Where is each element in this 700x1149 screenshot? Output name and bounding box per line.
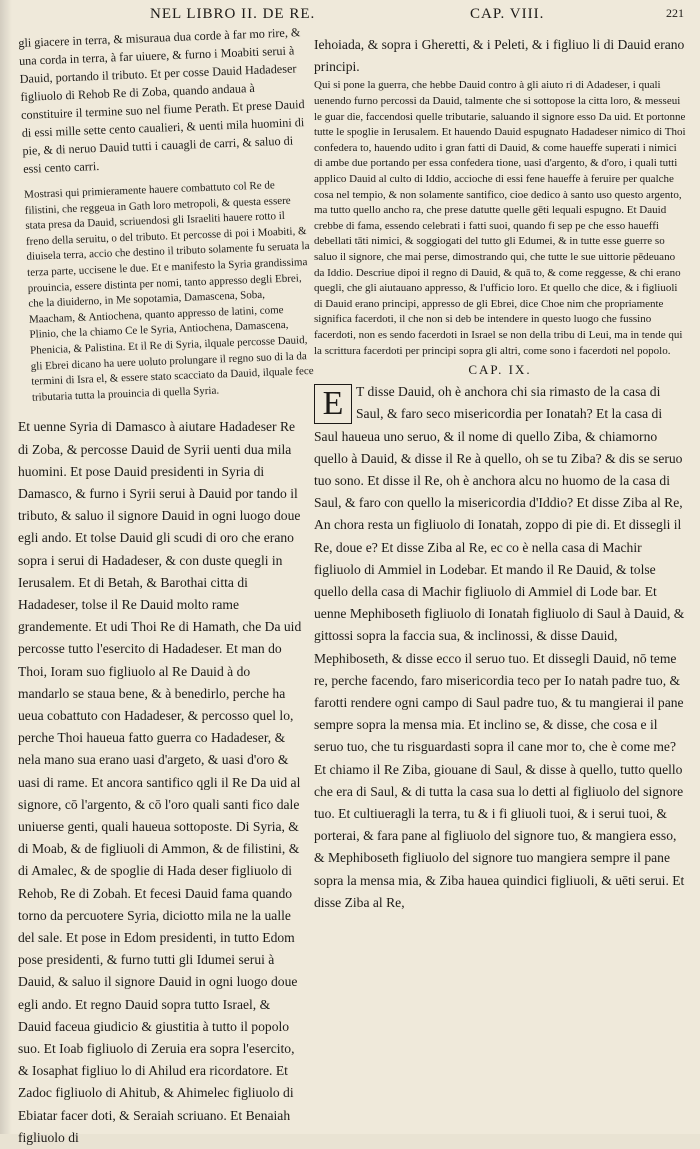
drop-cap: E xyxy=(314,384,352,424)
running-title: NEL LIBRO II. DE RE. xyxy=(150,6,316,22)
right-commentary: Qui si pone la guerra, che hebbe Dauid contro à gli aiuto ri di Adadeser, i quali uenendo furno percossi da Dauid, talmente che si sottopose la citta loro, & messeui le guar die, faccendosi quelle tributarie, saluando il signore esso Da uid. Et portonne tutte le spoglie in Ierusalem. Et hauendo Dauid espugnato Hadadeser nimico di Thoi confedera to, hauendo udito i gran fatti di Dauid, & come haueffe superati i nimici di ambe due portando per essa confedera tione, uasi d'argento, & d'oro, i quali tutti applico Dauid al culto di Iddio, accioche di essi fene haueffe à feruire per qualche cosa nel tempio, & non solamente santifico, cioe dedico à santo uso questo argento, ma tutto quello ancho ra, che prese datutte quelle gēti lequali espugno. Et Dauid crebbe di fama, essendo celebrati i fatti suoi, quando fi sep pe che esso haueffi debellati tāti nimici, & soggiogati del tutto gli Edumei, & in tutte esse guerre so saluo il signore, che mai perse, dimostrando qui, che tutte le sue uittorie pēdeuano da Iddio. Descriue dipoi il regno di Dauid, & quā to, & come reggesse, & chi erano quegli, che gli aiutauano appresso, & l'ufficio loro. Et quello che dice, & i figliuoli di Dauid erano principi, appresso de gli Ebrei, dice Choe nim che propriamente significa facerdoti, il che non si deb be intendere in questo luogo che fussino facerdoti, non es sendo facerdoti in Israel se non della tribu di Leui, ma in tende qui la scrittura facerdoti per principi sopra gli altri, come sono i facerdoti nel popolo. xyxy=(314,79,686,357)
chapter-ix-heading: CAP. IX. xyxy=(468,362,532,378)
right-paragraph-1: Iehoiada, & sopra i Gheretti, & i Peleti, & i figliuo li di Dauid erano principi. xyxy=(314,37,685,75)
page-number: 221 xyxy=(666,6,684,20)
chapter-ix-body xyxy=(314,381,686,914)
right-column xyxy=(314,34,686,914)
right-paragraph-2: T disse Dauid, oh è anchora chi sia rimasto de la casa di Saul, & faro seco misericordia per Ionatah? Et la casa di Saul haueua uno seruo, & il nome di quello Ziba, & chiamorno quello à Dauid, & disse il Re à quello, oh se tu Ziba? & dis se seruo tuo sono. Et disse il Re, oh è anchora alcu no huomo de la casa di Saul, & faro con quello la misericordia d'Iddio? Et disse Ziba al Re, An chora resta un figliuolo di Ionatah, zoppo di pie di. Et dissegli il Re, doue e? Et disse Ziba al Re, ec co è nella casa di Machir figliuolo di Ammiel in Lodebar. Et mando il Re Dauid, & tolse quello della casa di Machir figliuolo di Ammiel di Lode bar. Et uenne Mephiboseth figliuolo di Ionatah figliuolo di Saul à Dauid, & gittossi sopra la faccia sua, & inclinossi, & disse Dauid, Mephiboseth, & disse ecco il seruo tuo. Et dissegli Dauid, nō teme re, perche facendo, faro misericordia teco per Io natah padre tuo, & farotti rendere ogni campo di Saul padre tuo, & tu mangierai il pane sempre sopra la mensa mia. Et inclino se, & disse, che cosa e il seruo tuo, che tu risguardasti sopra il cane mor to, che è come me? Et chiamo il Re Ziba, giouane di Saul, & disse à quello, tutto quello che era di Saul, & di tutta la casa sua lo detti al figliuolo del signore tuo. Et cultiueragli la terra, tu & i fi gliuoli tuoi, & i serui tuoi, & porterai, & fara pane al figliuolo del signore tuo, & mangiera esso, & Mephiboseth figliuolo del signore tuo mangiera sempre il pane sopra la mensa mia, & Ziba haueа quindici figliuoli, & uēti serui. Et disse Ziba al Re, xyxy=(314,384,685,910)
left-column-warped-block xyxy=(18,23,316,406)
left-column xyxy=(18,25,314,1149)
left-paragraph-1: gli giacere in terra, & misuraua dua corde à far mo rire, & una corda in terra, à far uiuere, & furno i Moabiti serui à Dauid, portando il tributo. Et per cosse Dauid Hadadeser figliuolo di Rehob Re di Zoba, quando andaua à constituire il termine suo nel fiume Perath. Et prese Dauid di essi mille sette cento caualieri, & uenti mila huomini di pie, & di neruo Dauid tutti i cauagli de carri, & saluo di essi cento carri. xyxy=(18,25,305,176)
left-commentary: Mostrasi qui primieramente hauere combattuto col Re de filistini, che reggeua in Gath loro metropoli, & questa essere stata presa da Dauid, scriuendosi gli Israeliti hauere rotto il freno della seruitu, o del tributo. Et percosse di poi i Moabiti, & diuisela terra, accio che destino il tributo solamente fu seruata la terza parte, uccisene le due. Et e manifesto la Syria grandissima prouincia, essere distinta per nomi, tanto appresso degli Ebrei, che la diuiderno, in Me sopotamia, Damascena, Soba, Maacham, & Antiochena, quanto appresso de latini, come Plinio, che la chiamo Ce le Syria, Antiochena, Damascena, Phenicia, & Palistina. Et il Re di Syria, ilquale percosse Dauid, gli Ebrei dicano ha uere uoluto prolungare il regno suo di la da termini di Isra el, & essere stato scacciato da Dauid, ilquale fece tributaria tutta la prouincia di quella Syria. xyxy=(23,179,314,404)
chapter-heading: CAP. VIII. xyxy=(470,6,545,22)
left-paragraph-2: Et uenne Syria di Damasco à aiutare Hadadeser Re di Zoba, & percosse Dauid de Syrii uenti dua mila huomini. Et pose Dauid presidenti in Syria di Damasco, & furno i Syrii serui à Dauid por tando il tributo, & saluo il signore Dauid in ogni luogo doue egli ando. Et tolse Dauid gli scudi di oro che erano sopra i serui di Hadadeser, & con duste quegli in Ierusalem. Et di Betah, & Barothai citta di Hadadeser, tolse il Re Dauid molto rame grandemente. Et udi Thoi Re di Hamath, che Da uid percosse tutto l'esercito di Hadadeser. Et man do Thoi, Ioram suo figliuolo al Re Dauid à do mandarlo se staua bene, & à benedirlo, perche ha ueua cobattuto con Hadadeser, & percosso quel lo, perche Thoi haueua fatto guerra co Hadadeser, & nela mano sua erano uasi d'argeto, & uasi d'oro & uasi di rame. Et ancora santifico qgli il Re Da uid al signore, cō l'argento, & cō l'oro quali santi fico dale uniuerse genti, quali haueua sottoposte. Di Syria, & di Moab, & de figliuoli di Ammon, & de filistini, & di Amalec, & de spoglie di Hada deser figliuolo di Rehob, Re di Zobah. Et fecesi Dauid fama quando torno da percuotere Syria, diciotto mila ne la ualle del sale. Et pose in Edom presidenti, in tutto Edom pose presidenti, & furno tutti gli Idumei serui à Dauid, & saluo il signore Dauid in ogni luogo doue egli ando. Et regno Dauid sopra tutto Israel, & Dauid faceua giudicio & giustitia à tutto il popolo suo. Et Ioab figliuolo di Zeruia era sopra l'esercito, & Iosaphat figliuo lo di Ahilud era ricordatore. Et Zadoc figliuolo di Ahitub, & Ahimelec figliuolo di Ebiatar facer doti, & Seraiah scriuano. Et Benaiah figliuolo di xyxy=(18,419,302,1145)
gutter-shadow xyxy=(0,0,12,1134)
